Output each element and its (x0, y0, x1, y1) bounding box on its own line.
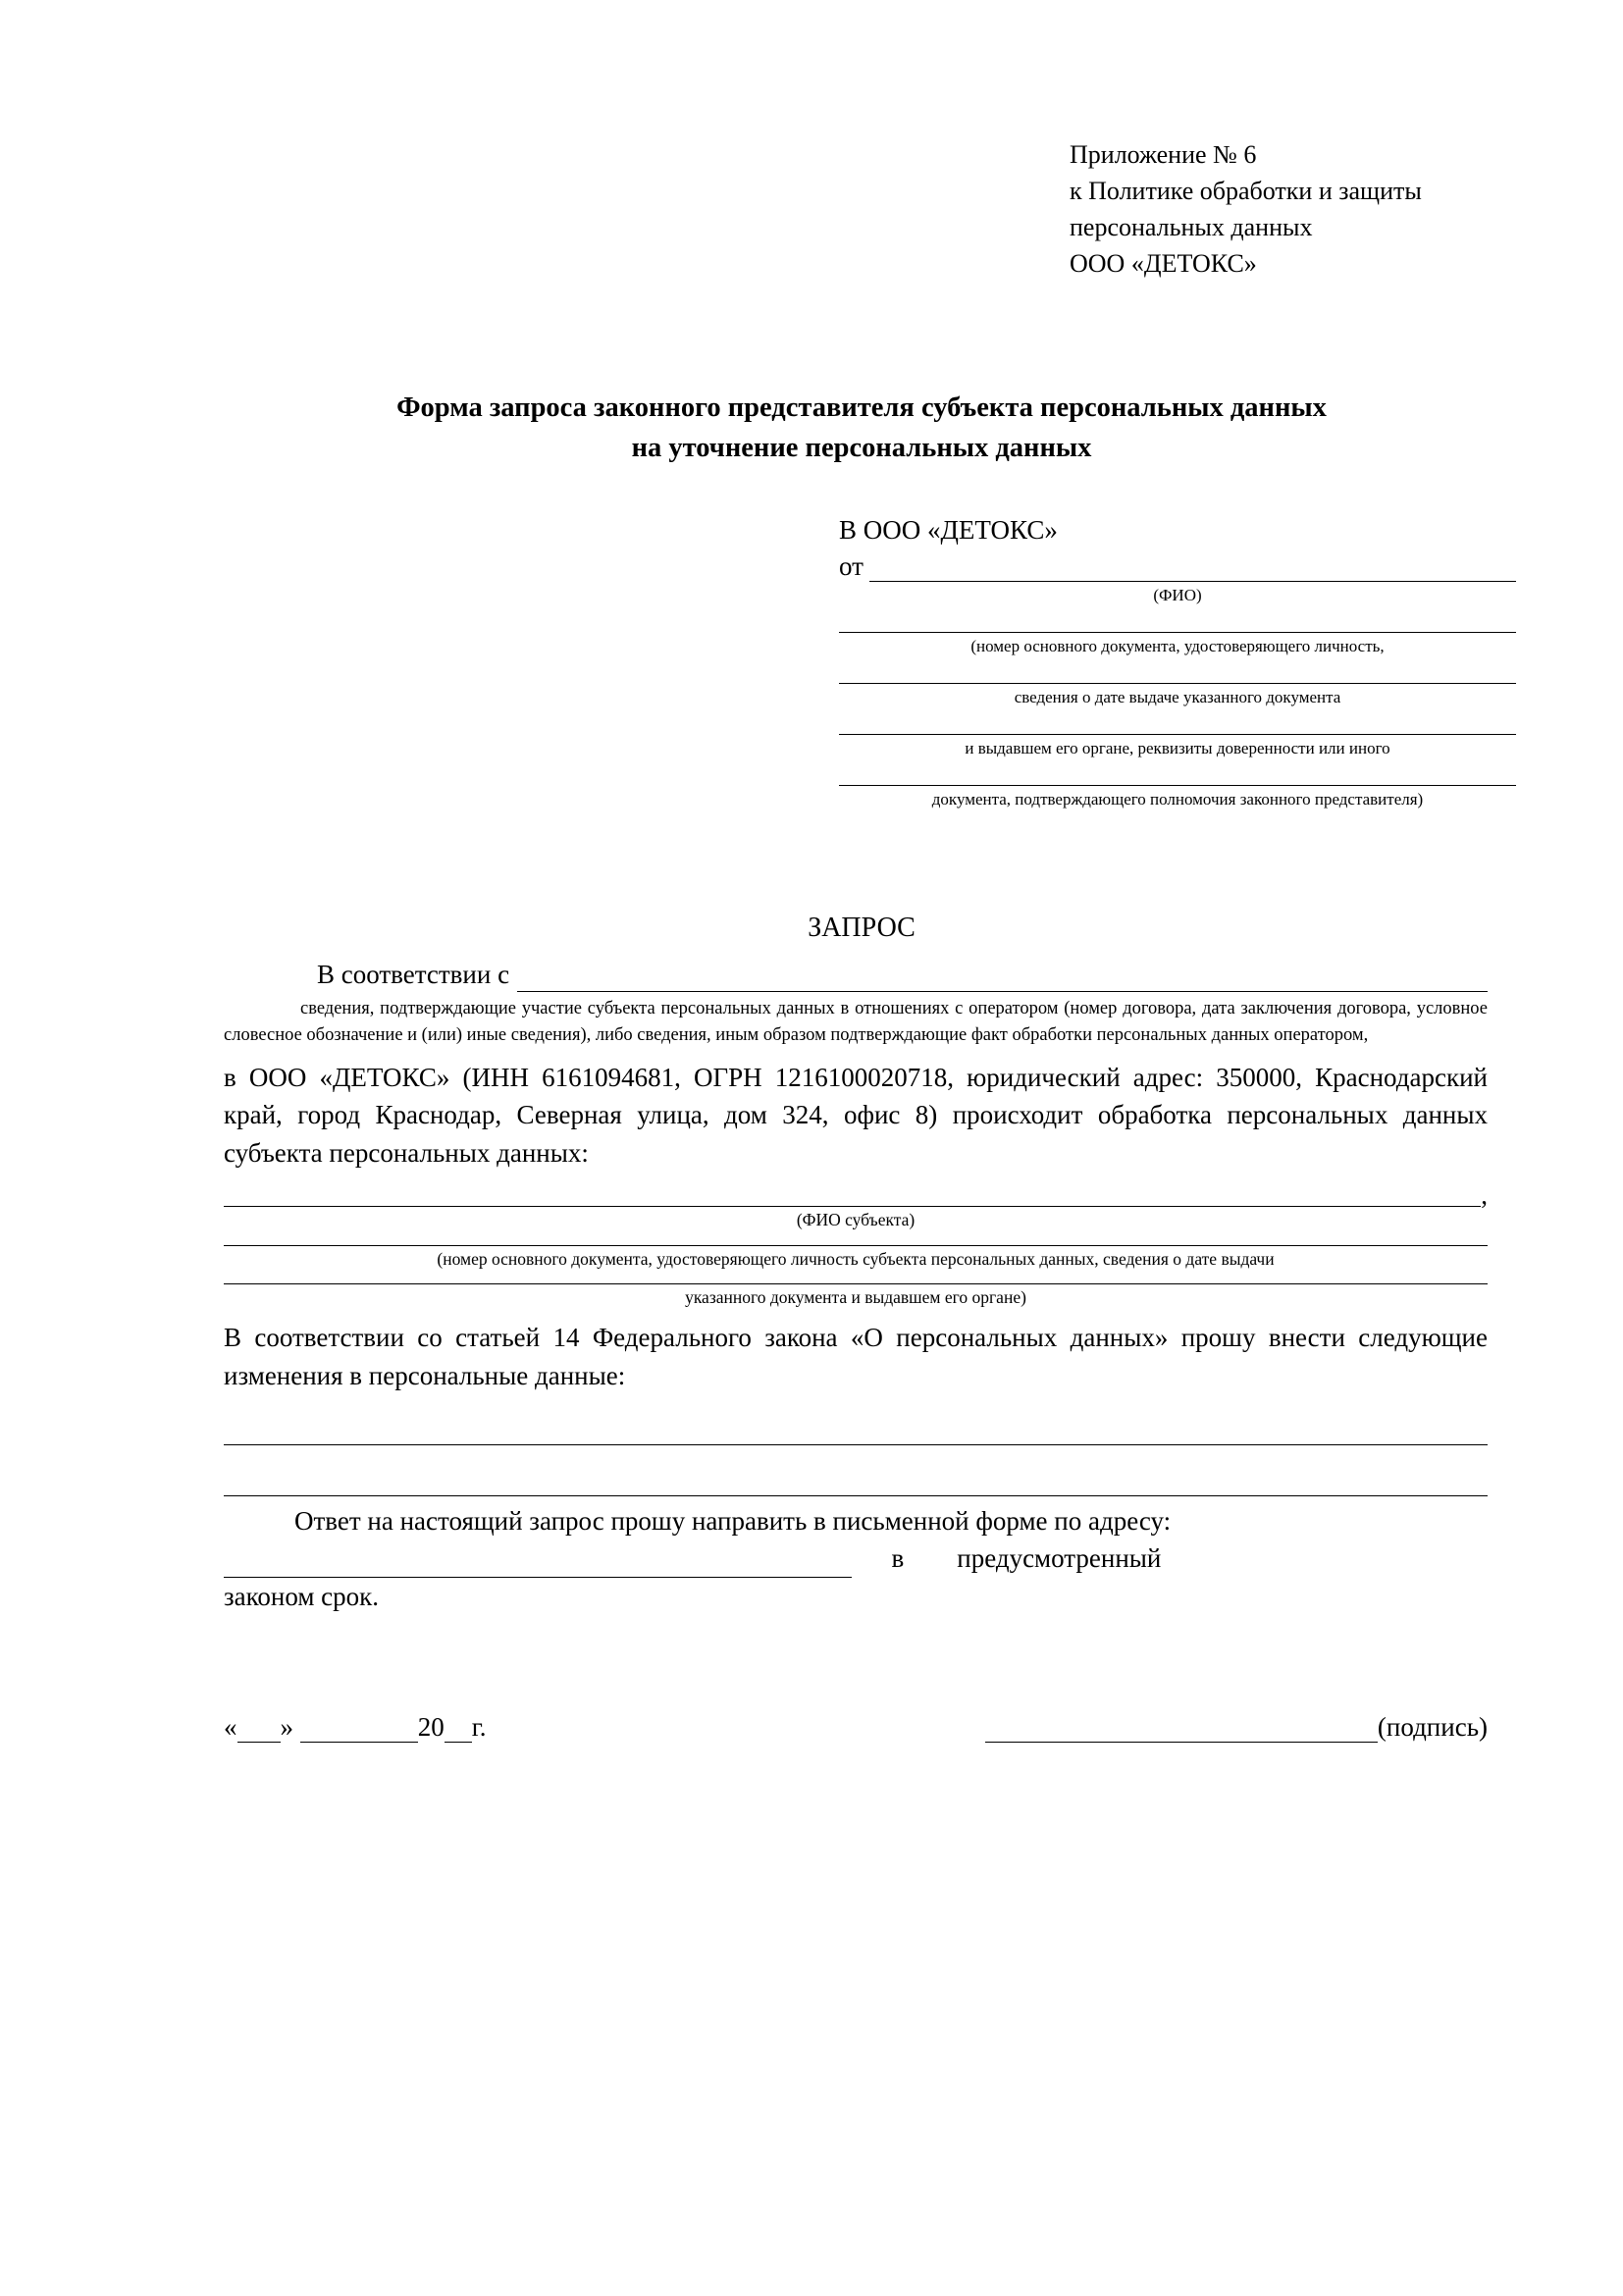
signature-row (224, 1712, 1488, 1743)
date-quote-open: « (224, 1712, 237, 1742)
request-heading: ЗАПРОС (808, 913, 916, 943)
appendix-line-2: к Политике обработки и защиты (1070, 176, 1422, 205)
addressee-organization: В ООО «ДЕТОКС» (839, 515, 1058, 545)
subject-fio-comma: , (1481, 1180, 1488, 1211)
appendix-line-4: ООО «ДЕТОКС» (1070, 248, 1257, 278)
subject-doc-group-1 (224, 1245, 1488, 1271)
subject-doc-input-line-2[interactable] (224, 1283, 1488, 1284)
law-paragraph: В соответствии со статьей 14 Федерального закона «О персональных данных» прошу внести следующие изменения в персональные данные: (224, 1323, 1488, 1390)
operator-paragraph: в ООО «ДЕТОКС» (ИНН 6161094681, ОГРН 1216100020718, юридический адрес: 350000, Краснодарский край, город Краснодар, Северная улица, дом 324, офис 8) происходит обработка персональных данных субъекта персональных данных: (224, 1063, 1488, 1168)
date-year-suffix: г. (471, 1712, 487, 1742)
signature-input-line[interactable] (985, 1722, 1378, 1743)
date-year-prefix: 20 (417, 1712, 445, 1742)
answer-in-word: в (891, 1543, 905, 1574)
page-title-line-2: на уточнение персональных данных (631, 433, 1092, 464)
accordance-note-text: сведения, подтверждающие участие субъекта персональных данных в отношениях с оператором (номер договора, дата заключения договора, условное словесное обозначение и (или) иные сведения), либо сведения, иным образом подтверждающие факт обработки персональных данных оператором, (224, 999, 1488, 1046)
accordance-label: В соответствии с (317, 960, 510, 989)
date-year-input[interactable] (445, 1722, 472, 1743)
date-month-input[interactable] (300, 1722, 418, 1743)
subject-doc-input-line-1[interactable] (224, 1245, 1488, 1246)
caption-subject-fio: (ФИО субъекта) (796, 1209, 916, 1229)
answer-address-input-line[interactable] (224, 1555, 852, 1578)
accordance-row (224, 957, 1488, 992)
accordance-input-line[interactable] (517, 991, 1488, 992)
caption-subject-doc-1: (номер основного документа, удостоверяющего личность субъекта персональных данных, сведения о дате выдачи (437, 1248, 1275, 1269)
changes-input-line-2[interactable] (224, 1445, 1488, 1496)
request-body (224, 957, 1488, 1615)
appendix-header (1070, 137, 1580, 283)
from-row (839, 551, 1516, 582)
answer-paragraph (224, 1502, 1488, 1615)
signature-label: (подпись) (1377, 1712, 1488, 1742)
from-label: от (839, 551, 864, 581)
appendix-line-3: персональных данных (1070, 212, 1313, 241)
date-field[interactable] (224, 1712, 487, 1743)
from-fio-input-line[interactable] (869, 581, 1516, 582)
date-day-input[interactable] (237, 1722, 281, 1743)
answer-paragraph-text: Ответ на настоящий запрос прошу направить в письменной форме по адресу: (294, 1505, 1172, 1536)
caption-subject-doc-2: указанного документа и выдавшем его органе) (685, 1287, 1026, 1308)
caption-doc-2: сведения о дате выдаче указанного документа (1014, 688, 1341, 707)
doc-line-1[interactable] (839, 632, 1516, 633)
subject-fio-input-line[interactable] (224, 1206, 1481, 1207)
answer-law-term: законом срок. (224, 1581, 380, 1611)
accordance-note (224, 996, 1488, 1049)
subject-doc-group-2 (224, 1283, 1488, 1309)
caption-doc-1: (номер основного документа, удостоверяющего личность, (970, 637, 1385, 656)
doc-line-4[interactable] (839, 785, 1516, 786)
page-title-line-1: Форма запроса законного представителя субъекта персональных данных (396, 392, 1327, 423)
date-quote-close: » (280, 1712, 293, 1742)
caption-fio: (ФИО) (1153, 586, 1202, 604)
signature-field[interactable] (985, 1712, 1488, 1743)
caption-doc-3: и выдавшем его органе, реквизиты доверенности или иного (965, 739, 1390, 758)
appendix-line-1: Приложение № 6 (1070, 140, 1257, 169)
changes-input-line-1[interactable] (224, 1394, 1488, 1445)
addressee-block (839, 515, 1516, 810)
subject-fio-group (224, 1180, 1488, 1230)
answer-term-word: предусмотренный (957, 1543, 1162, 1574)
doc-line-3[interactable] (839, 734, 1516, 735)
page-title (209, 388, 1514, 469)
caption-doc-4: документа, подтверждающего полномочия законного представителя) (931, 790, 1424, 809)
doc-line-2[interactable] (839, 683, 1516, 684)
